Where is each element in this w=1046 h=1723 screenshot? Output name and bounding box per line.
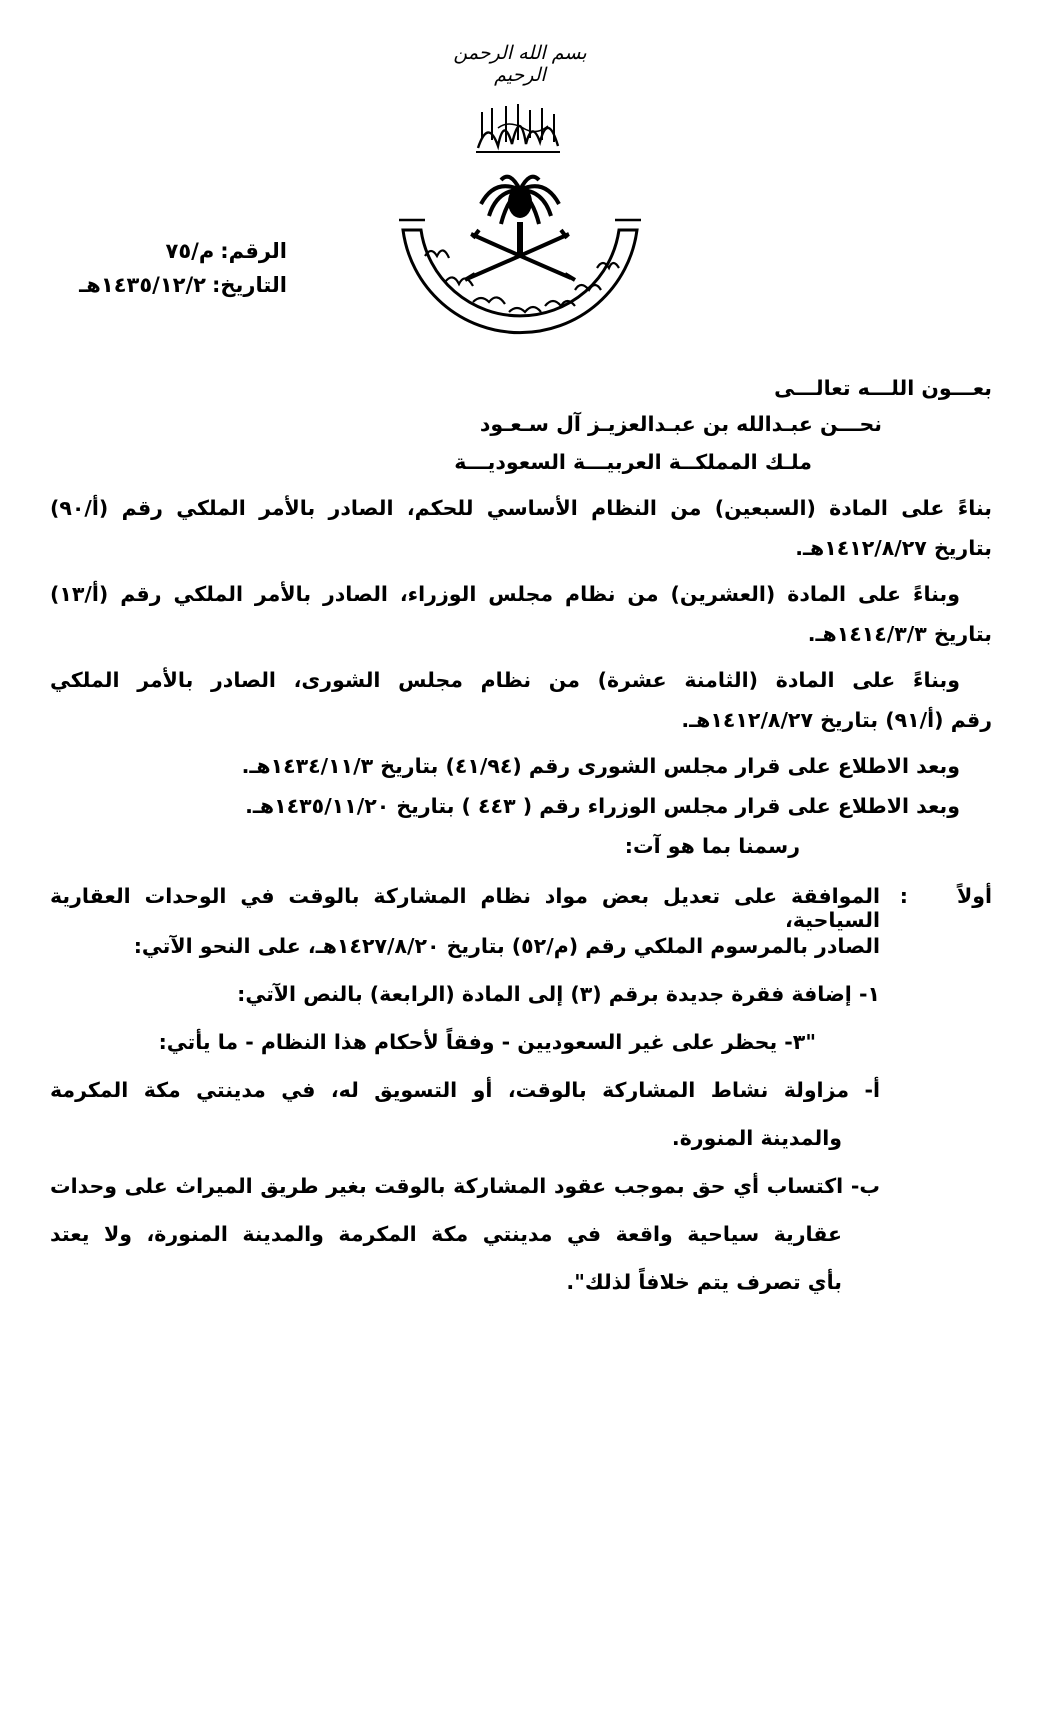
clause-a-line-2: والمدينة المنورة. <box>671 1126 842 1150</box>
amendment-quote-intro: "٣- يحظر على غير السعوديين - وفقاً لأحكام هذا النظام - ما يأتي: <box>158 1030 816 1054</box>
reference-block <box>52 234 287 302</box>
first-line-2: الصادر بالمرسوم الملكي رقم (م/٥٢) بتاريخ ١٤٢٧/٨/٢٠هـ، على النحو الآتي: <box>133 934 880 958</box>
date-value: ١٤٣٥/١٢/٢هـ <box>79 273 206 297</box>
shahada-calligraphy <box>468 98 568 158</box>
number-value: م/٧٥ <box>165 239 215 263</box>
reference-date <box>52 268 287 302</box>
first-label: أولاً <box>956 884 992 908</box>
clause-b-line-3: بأي تصرف يتم خلافاً لذلك". <box>566 1270 842 1294</box>
intro-line-title: ملـك المملكــة العربيـــة السعوديـــة <box>454 450 812 474</box>
recital-1-line-2: بتاريخ ١٤١٢/٨/٢٧هـ. <box>795 536 992 560</box>
clause-a-line-1: أ- مزاولة نشاط المشاركة بالوقت، أو التسويق له، في مدينتي مكة المكرمة <box>50 1078 880 1102</box>
recital-4: وبعد الاطلاع على قرار مجلس الشورى رقم (٤١/٩٤) بتاريخ ١٤٣٤/١١/٣هـ. <box>241 754 960 778</box>
kingdom-emblem <box>385 160 655 360</box>
clause-b-line-2: عقارية سياحية واقعة في مدينتي مكة المكرمة والمدينة المنورة، ولا يعتد <box>50 1222 842 1246</box>
intro-line-king-name: نحـــن عبـدالله بن عبـدالعزيـز آل سـعـود <box>479 412 882 436</box>
recital-2-line-2: بتاريخ ١٤١٤/٣/٣هـ. <box>807 622 992 646</box>
recital-2-line-1: وبناءً على المادة (العشرين) من نظام مجلس الوزراء، الصادر بالأمر الملكي رقم (أ/١٣) <box>50 582 960 606</box>
recital-1-line-1: بناءً على المادة (السبعين) من النظام الأساسي للحكم، الصادر بالأمر الملكي رقم (أ/٩٠) <box>50 496 992 520</box>
recital-5: وبعد الاطلاع على قرار مجلس الوزراء رقم ( ٤٤٣ ) بتاريخ ١٤٣٥/١١/٢٠هـ. <box>245 794 960 818</box>
recital-3-line-1: وبناءً على المادة (الثامنة عشرة) من نظام مجلس الشورى، الصادر بالأمر الملكي <box>50 668 960 692</box>
basmala-calligraphy: بسم الله الرحمن الرحيم <box>453 42 587 86</box>
intro-line-help: بعـــون اللـــه تعالـــى <box>774 376 992 400</box>
date-label: التاريخ: <box>211 273 287 297</box>
reference-number <box>52 234 287 268</box>
first-colon: : <box>899 884 908 908</box>
decree-statement: رسمنا بما هو آت: <box>624 834 800 858</box>
first-line-1: الموافقة على تعديل بعض مواد نظام المشاركة بالوقت في الوحدات العقارية السياحية، <box>50 884 880 932</box>
number-label: الرقم: <box>220 239 287 263</box>
amendment-item-1: ١- إضافة فقرة جديدة برقم (٣) إلى المادة (الرابعة) بالنص الآتي: <box>237 982 880 1006</box>
recital-3-line-2: رقم (أ/٩١) بتاريخ ١٤١٢/٨/٢٧هـ. <box>681 708 992 732</box>
clause-b-line-1: ب- اكتساب أي حق بموجب عقود المشاركة بالوقت بغير طريق الميراث على وحدات <box>50 1174 880 1198</box>
